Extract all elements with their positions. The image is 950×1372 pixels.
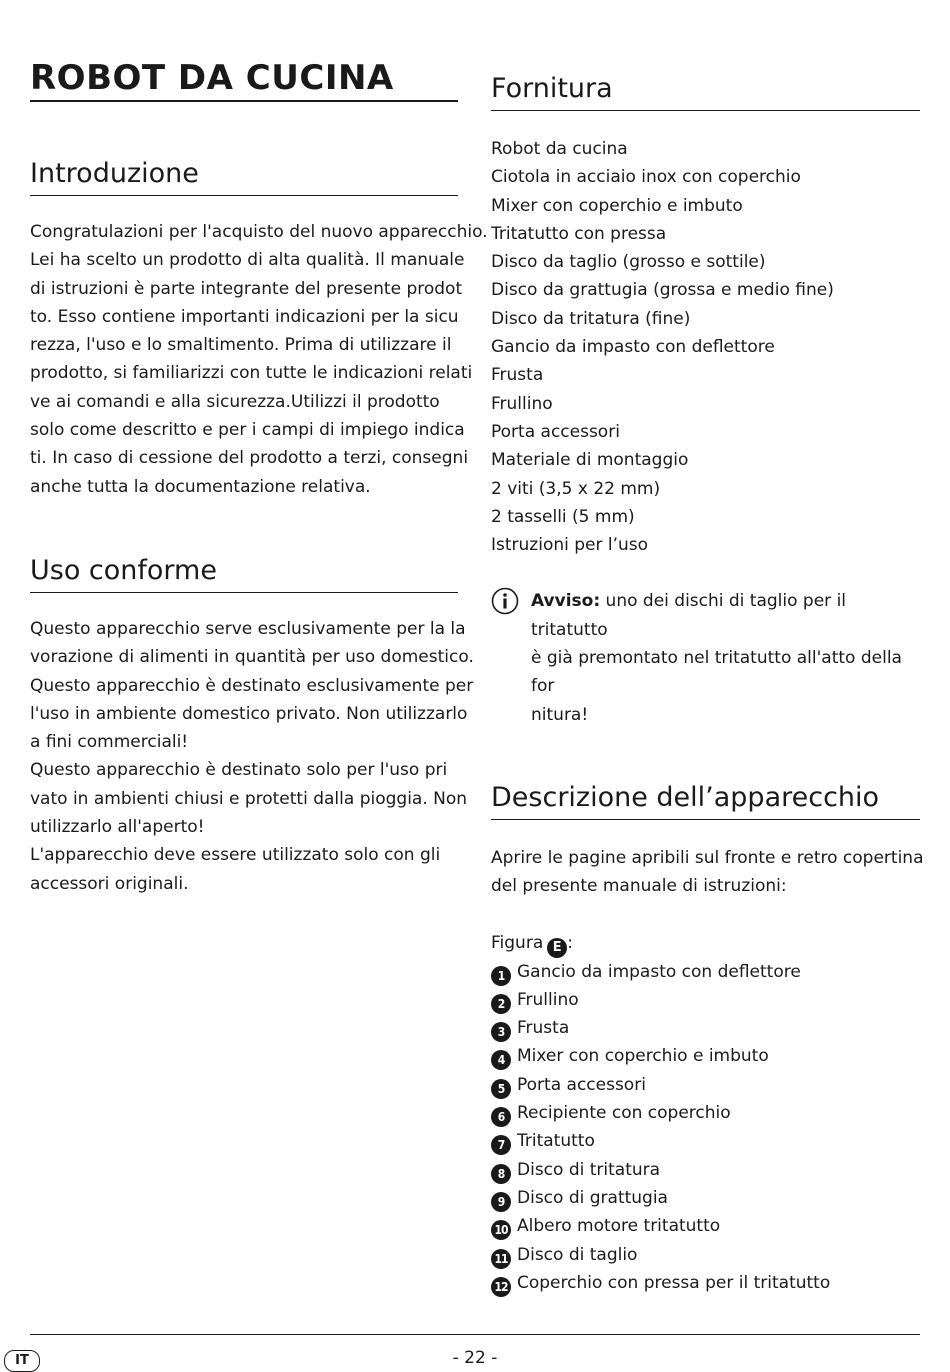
footer-divider	[30, 1334, 920, 1335]
right-column	[491, 72, 924, 1297]
text-line: Lei ha scelto un prodotto di alta qualità. Il manuale	[30, 250, 465, 271]
figure-reference	[491, 929, 920, 958]
part-label: Frusta	[517, 1018, 570, 1039]
list-item: Ciotola in acciaio inox con coperchio	[491, 167, 801, 188]
list-item	[491, 1156, 920, 1184]
text-line: nitura!	[531, 704, 589, 725]
number-badge: 3	[491, 1022, 511, 1042]
part-label: Tritatutto	[517, 1131, 595, 1152]
avviso-text	[531, 587, 920, 728]
list-item: Tritatutto con pressa	[491, 223, 667, 244]
uso-conforme-text	[30, 615, 474, 898]
text-line: Questo apparecchio serve esclusivamente per la la	[30, 618, 466, 639]
list-item: Disco da tritatura (fine)	[491, 308, 691, 329]
list-item	[491, 1269, 920, 1297]
part-label: Coperchio con pressa per il tritatutto	[517, 1272, 831, 1293]
parts-list	[491, 958, 920, 1298]
text-line: rezza, l'uso e lo smaltimento. Prima di utilizzare il	[30, 335, 452, 356]
number-badge: 10	[491, 1220, 511, 1240]
list-item: 2 tasselli (5 mm)	[491, 506, 635, 527]
text-line: anche tutta la documentazione relativa.	[30, 476, 371, 497]
avviso-label: Avviso:	[531, 591, 601, 612]
page-title: ROBOT DA CUCINA	[30, 58, 458, 102]
uso-conforme-heading: Uso conforme	[30, 554, 458, 593]
text-line: ti. In caso di cessione del prodotto a terzi, consegni	[30, 448, 469, 469]
list-item	[491, 1099, 920, 1127]
language-badge: IT	[4, 1350, 40, 1372]
text-line: Congratulazioni per l'acquisto del nuovo apparecchio.	[30, 222, 488, 242]
descrizione-intro	[491, 844, 924, 901]
part-label: Gancio da impasto con deflettore	[517, 961, 801, 982]
list-item: Robot da cucina	[491, 139, 628, 159]
avviso-note	[491, 587, 920, 728]
list-item	[491, 1127, 920, 1155]
introduzione-heading: Introduzione	[30, 157, 458, 196]
number-badge: 9	[491, 1192, 511, 1212]
list-item: Frusta	[491, 365, 544, 386]
number-badge: 1	[491, 966, 511, 986]
number-badge: 6	[491, 1107, 511, 1127]
text-line: uno dei dischi di taglio per il tritatutto	[531, 591, 847, 640]
part-label: Albero motore tritatutto	[517, 1216, 721, 1237]
number-badge: 7	[491, 1135, 511, 1155]
figure-suffix: :	[567, 932, 573, 953]
text-line: utilizzarlo all'aperto!	[30, 817, 205, 838]
list-item: Disco da taglio (grosso e sottile)	[491, 252, 766, 273]
list-item: Mixer con coperchio e imbuto	[491, 195, 743, 216]
introduzione-text	[30, 218, 488, 501]
text-line: del presente manuale di istruzioni:	[491, 876, 787, 897]
part-label: Disco di tritatura	[517, 1159, 661, 1180]
text-line: Questo apparecchio è destinato esclusivamente per	[30, 675, 474, 696]
part-label: Frullino	[517, 989, 579, 1010]
text-line: l'uso in ambiente domestico privato. Non utilizzarlo	[30, 703, 468, 724]
number-badge: 11	[491, 1249, 511, 1269]
text-line: di istruzioni è parte integrante del presente prodot	[30, 278, 463, 299]
list-item	[491, 1184, 920, 1212]
list-item	[491, 1241, 920, 1269]
part-label: Disco di grattugia	[517, 1187, 668, 1208]
page-number: - 22 -	[452, 1348, 498, 1368]
part-label: Recipiente con coperchio	[517, 1103, 731, 1124]
text-line: vato in ambienti chiusi e protetti dalla pioggia. Non	[30, 788, 468, 809]
list-item	[491, 1042, 920, 1070]
text-line: ve ai comandi e alla sicurezza.Utilizzi il prodotto	[30, 391, 440, 412]
part-label: Disco di taglio	[517, 1244, 638, 1265]
list-item: Istruzioni per l’uso	[491, 535, 649, 556]
list-item	[491, 1014, 920, 1042]
number-badge: 2	[491, 994, 511, 1014]
fornitura-heading: Fornitura	[491, 72, 920, 111]
list-item	[491, 958, 920, 986]
list-item: 2 viti (3,5 x 22 mm)	[491, 478, 661, 499]
text-line: to. Esso contiene importanti indicazioni per la sicu	[30, 306, 459, 327]
number-badge: 8	[491, 1164, 511, 1184]
info-icon	[491, 587, 519, 615]
list-item	[491, 1212, 920, 1240]
text-line: accessori originali.	[30, 873, 189, 894]
list-item	[491, 986, 920, 1014]
figure-letter-badge: E	[547, 938, 567, 958]
text-line: Aprire le pagine apribili sul fronte e retro copertina	[491, 847, 924, 868]
text-line: solo come descritto e per i campi di impiego indica	[30, 420, 465, 441]
list-item: Materiale di montaggio	[491, 450, 689, 471]
left-column	[30, 58, 488, 898]
number-badge: 4	[491, 1050, 511, 1070]
list-item: Frullino	[491, 393, 553, 414]
part-label: Mixer con coperchio e imbuto	[517, 1046, 769, 1067]
text-line: Questo apparecchio è destinato solo per l'uso pri	[30, 760, 448, 781]
fornitura-list	[491, 135, 920, 559]
list-item	[491, 1071, 920, 1099]
list-item: Porta accessori	[491, 421, 620, 442]
text-line: vorazione di alimenti in quantità per uso domestico.	[30, 647, 474, 668]
figure-label: Figura	[491, 932, 544, 953]
part-label: Porta accessori	[517, 1074, 646, 1095]
text-line: è già premontato nel tritatutto all'atto della for	[531, 648, 902, 697]
list-item: Gancio da impasto con deflettore	[491, 337, 775, 358]
number-badge: 12	[491, 1277, 511, 1297]
text-line: L'apparecchio deve essere utilizzato solo con gli	[30, 845, 441, 866]
list-item: Disco da grattugia (grossa e medio fine)	[491, 280, 834, 301]
text-line: a fini commerciali!	[30, 732, 189, 753]
descrizione-heading: Descrizione dell’apparecchio	[491, 781, 920, 820]
number-badge: 5	[491, 1079, 511, 1099]
text-line: prodotto, si familiarizzi con tutte le indicazioni relati	[30, 363, 473, 384]
